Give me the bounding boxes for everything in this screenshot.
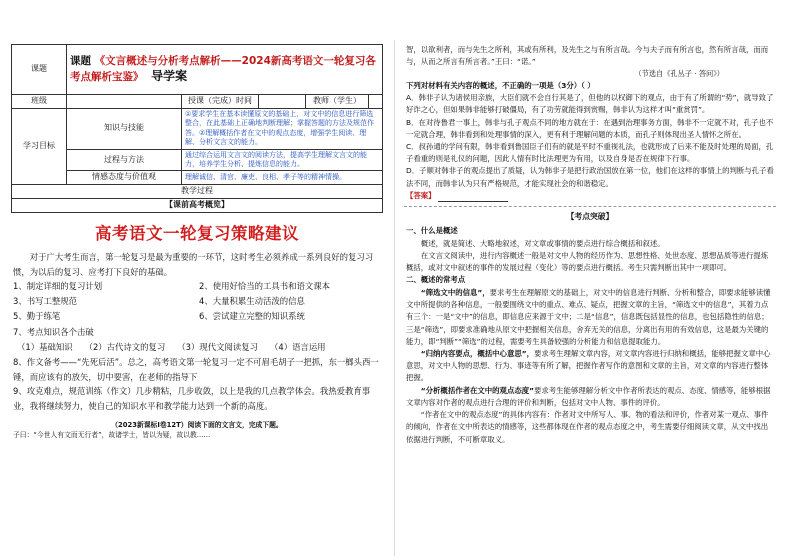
- point4: “作者在文中的观点态度”的具体内容有：作者对文中所写人、事、物的看法和评价，作者对某一观点、事件的倾向，作者在文中所表达的情感等，这些都体现在作者的观点态度之中，考生需要仔细阅读文章，从文中找出依据进行判断，不可断章取义。: [406, 410, 769, 444]
- emotion-label: 情感态度与价值观: [67, 171, 182, 185]
- strategy-title: 高考语文一轮复习策略建议: [95, 223, 299, 243]
- quote-source: （节选自《孔丛子 · 答问》）: [634, 69, 724, 79]
- point3-text: 要求考生能够理解分析文中作者所表达的观点、态度、情感等，能够根据文章内容对作者的观点进行合理的评价和判断，包括对文中人物、事件的评价。: [406, 385, 771, 407]
- right-page: [404, 44, 776, 550]
- left-page: [11, 44, 383, 550]
- tip-item: 5、勤于练笔: [13, 311, 61, 322]
- topic-label: 课题: [12, 45, 67, 95]
- tip-item: 4、大量积累生动活泼的信息: [199, 296, 305, 307]
- process-label: 过程与方法: [67, 149, 182, 171]
- section1-title: 一、什么是概述: [406, 226, 458, 236]
- sub-item: （1）基础知识: [17, 341, 73, 352]
- answer-blank: [438, 194, 508, 202]
- exam-block: [11, 420, 383, 440]
- point2-text: 要求考生理解文章内容，对文章内容进行归纳和概括，能够把握文章中心意思，对文中人物的思想、行为、事迹等有所了解，把握作者写作的意图和文章的主旨，对文章的内容进行整体把握。: [406, 349, 771, 383]
- classical-quote: 智，以欲利者，而与先生之所利，其或有所利，及先生之与有所言哉。今与夫子而有所言也，然有所言哉，而而与，从而之所言有所言者。”王曰：“诺。”: [406, 45, 769, 67]
- process-text: 通过综合运用文言文的阅读方法，提高学生理解文言文的能力，培养学生分析、提炼信息的能力。: [182, 149, 383, 171]
- tips-row-1: [11, 279, 383, 294]
- tips-row-2: [11, 294, 383, 309]
- exam-head: （2023新课标Ⅰ卷12T）阅读下面的文言文，完成下题。: [111, 420, 283, 429]
- section1-text2: 在文言文阅读中，进行内容概述一般是对文中人物的经历作为、思想性格、处世态度、思想品质等进行提炼概括，或对文中叙述的事件的发展过程（变化）等的要点进行概括。考生只需判断出其中一项即可。: [406, 250, 769, 273]
- tip-item: 3、书写工整规范: [13, 296, 77, 307]
- emotion-text: 理解诚信、清官、廉吏、良相、孝子等的精神情操。: [182, 171, 383, 185]
- breakthrough-title: 【考点突破】: [566, 212, 614, 222]
- title-prefix: 课题: [70, 55, 91, 68]
- option-a: A．韩非子认为诸侯用亲族，大臣们就不会自行其是了，但他的以权御下的观点，由于有了所谓的“势”，就导致了好诈之心，但如果韩非能够打破僵局，有了功劳就能得到赏赐，韩非认为这样才叫“重赏罚”。: [406, 93, 774, 115]
- class-time-label: 授课（完成）时间: [182, 95, 259, 109]
- class-label: 班级: [12, 95, 67, 109]
- exam-text: 子曰：“今世人有文而无行者”，故诸学士，皆以为疑，故以教……: [13, 430, 211, 439]
- title-main: 《文言概述与分析考点解析——2024新高考语文一轮复习各考点解析宝鉴》: [70, 55, 376, 84]
- tips-row-3: [11, 309, 383, 324]
- answer-label: 【答案】: [406, 190, 436, 200]
- lesson-title: [67, 45, 383, 95]
- point2-head: “归纳内容要点，概括中心意思”，: [420, 349, 534, 359]
- tip-item: 1、制定详细的复习计划: [13, 281, 103, 292]
- overview-tag: 【课前高考概览】: [12, 199, 383, 213]
- lesson-header-table: [11, 44, 383, 213]
- tip-item: 6、尝试建立完整的知识系统: [199, 311, 305, 322]
- point2: [404, 348, 776, 385]
- tip-item: 2、使用好恰当的工具书和语文课本: [199, 281, 330, 292]
- section2-title: 二、概述的常考点: [406, 275, 466, 285]
- closing-paragraph: 9、攻克难点，规范训练（作文）几步精粘，几步收敛，以上是我的几点教学体会。我热爱教育事业，我将继续努力，使自己的知识水平和教学能力达到一个新的高度。: [13, 386, 371, 411]
- point1-text: 要求考生在理解原文的基础上，对文中的信息进行判断、分析和整合，即要求能够读懂文中所提供的各种信息，一般要围绕文中的重点、难点、疑点，把握文章的主旨，“筛选文中的信息”，其着力点有三个：一是“文中”的信息，即信息应来源于文中；二是“信息”，信息既包括显性的信息，也包括隐性的信息；三是“筛选”，即要求准确地从原文中把握相关信息，舍弃无关的信息，分离出有用的有效信息，这是最为关键的能力，即“判断”“筛选”的过程，需要考生具备较强的分析能力和信息提取能力。: [406, 287, 771, 346]
- teacher-label: 教师（学生）: [306, 95, 369, 109]
- option-b: B．在对待鲁君一事上，韩非与孔子观点不同的地方就在于：在遇到治理事务方面，韩非不一定就不对，孔子也不一定就合理，韩非看到和处理事情的深入，更有利于理解问题的本质，而孔子则体现出圣人情怀之所在。: [406, 117, 774, 139]
- option-d: D．子顺对韩非子的观点提出了质疑，认为韩非子是把行政治国放在第一位，他们在这样的事情上的判断与孔子看法不同，而韩非认为只有严格规范，才能实现社会的和谐稳定。: [406, 166, 774, 188]
- divider: [404, 206, 776, 207]
- tip-item-7: 7、考点知识各个击破: [13, 326, 94, 337]
- point3-head: “分析概括作者在文中的观点态度”: [420, 385, 534, 395]
- tips-row-4: [11, 325, 383, 340]
- point3: [404, 385, 776, 409]
- option-c: C．叔孙通的学问有限，韩非看到鲁国臣子们有的就是平时不重视礼法，也就形成了后来不能及时处理的局面，孔子看重的则是礼仪的问题，因此人情有时比法理更为有用，以及自身是否在规律下行事。: [406, 142, 774, 164]
- teaching-process-row: 教学过程: [12, 185, 383, 199]
- question-stem: 下列对材料有关内容的概述，不正确的一项是（3分）（ ）: [406, 80, 595, 90]
- goal-label: 学习目标: [12, 108, 67, 184]
- tip-item-8: 8、作文备考——“先死后活”。总之，高考语文第一轮复习一定不可眉毛胡子一把抓，东一榔头西一锤，而应该有的放矢，切中要害，在老师的指导下: [13, 356, 379, 382]
- sub-item: （2）古代诗文的复习: [84, 341, 166, 352]
- page-divider: [394, 40, 395, 556]
- title-suffix: 导学案: [151, 69, 188, 84]
- sub-item: （4）语言运用: [269, 341, 326, 352]
- section1-text1: 概述，就是简述、大略地叙述，对文章或事情的要点进行综合概括和叙述。: [420, 238, 665, 248]
- knowledge-label: 知识与技能: [67, 108, 182, 149]
- intro-paragraph: 对于广大考生而言，第一轮复习是最为重要的一环节，这时考生必须养成一系列良好的复习习惯，为以后的复习、应考打下良好的基础。: [13, 251, 374, 277]
- point1-head: “筛选文中的信息”，: [420, 287, 490, 297]
- sub-items-row: [11, 340, 383, 355]
- knowledge-text: ①要求学生在基本读懂原文的基础上，对文中的信息进行筛选整合，在此基础上正确地判断理解；掌握答题的方法及规范作答。②理解概括作者在文中的观点态度，增强学生阅读、理解、分析文言文的能力。: [182, 108, 383, 149]
- point1: [404, 287, 776, 348]
- answer-line: [404, 190, 776, 202]
- sub-item: （3）现代文阅读复习: [177, 341, 258, 352]
